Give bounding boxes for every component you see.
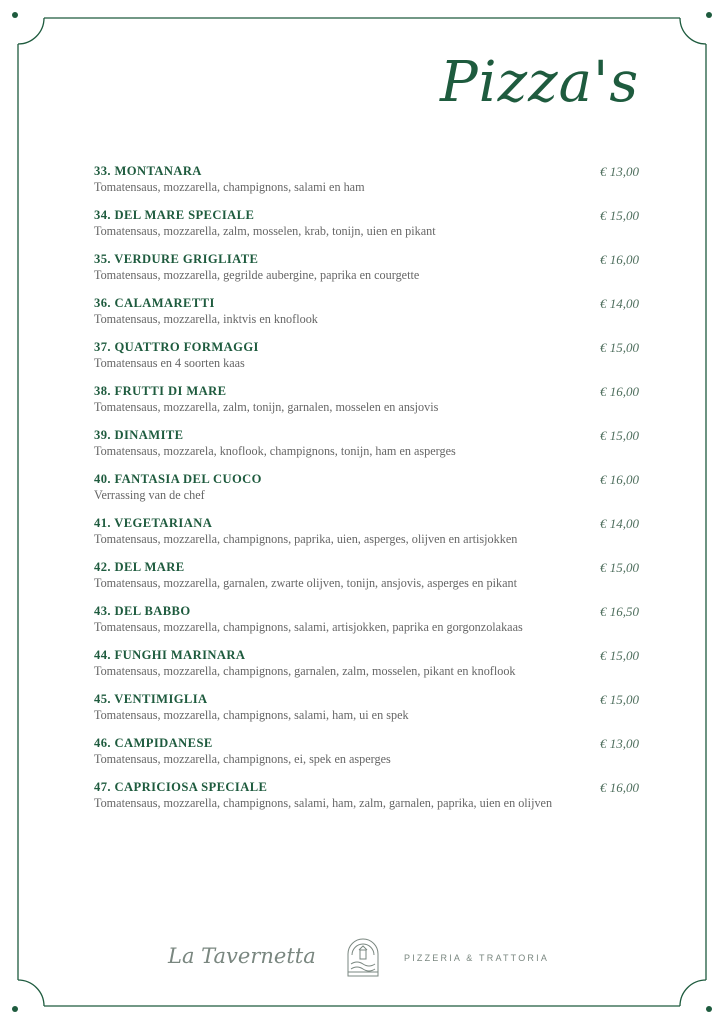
menu-item-name: 39. DINAMITE — [94, 428, 184, 442]
trattoria-logo-icon — [345, 934, 381, 980]
menu-item-name: 36. CALAMARETTI — [94, 296, 215, 310]
menu-item-description: Tomatensaus en 4 soorten kaas — [94, 356, 245, 370]
menu-item-price: € 14,00 — [600, 516, 639, 531]
menu-item-name: 46. CAMPIDANESE — [94, 736, 213, 750]
menu-item — [94, 428, 639, 459]
menu-item — [94, 560, 639, 591]
menu-item-price: € 15,00 — [600, 648, 639, 663]
menu-item-name: 44. FUNGHI MARINARA — [94, 648, 246, 662]
menu-item-description: Verrassing van de chef — [94, 488, 205, 502]
menu-item-price: € 15,00 — [600, 208, 639, 223]
menu-item-name: 40. FANTASIA DEL CUOCO — [94, 472, 262, 486]
page-title: Pizza's — [440, 50, 640, 115]
menu-item-price: € 15,00 — [600, 560, 639, 575]
menu-item-description: Tomatensaus, mozzarella, champignons, salami, artisjokken, paprika en gorgonzolakaas — [94, 620, 523, 634]
menu-item-price: € 16,00 — [600, 384, 639, 399]
menu-item-name: 37. QUATTRO FORMAGGI — [94, 340, 259, 354]
menu-item — [94, 780, 639, 811]
menu-item-description: Tomatensaus, mozzarella, garnalen, zwarte olijven, tonijn, ansjovis, asperges en pikant — [94, 576, 517, 590]
menu-item-price: € 13,00 — [600, 736, 639, 751]
menu-item-name: 41. VEGETARIANA — [94, 516, 213, 530]
menu-item-description: Tomatensaus, mozzarella, champignons, salami en ham — [94, 180, 365, 194]
menu-item-name: 43. DEL BABBO — [94, 604, 191, 618]
menu-item-description: Tomatensaus, mozzarella, zalm, mosselen, krab, tonijn, uien en pikant — [94, 224, 436, 238]
menu-item — [94, 648, 639, 679]
brand-tagline: PIZZERIA & TRATTORIA — [404, 953, 550, 963]
menu-item — [94, 384, 639, 415]
menu-item-description: Tomatensaus, mozzarella, champignons, salami, ham, ui en spek — [94, 708, 409, 722]
menu-item-description: Tomatensaus, mozzarella, gegrilde aubergine, paprika en courgette — [94, 268, 420, 282]
menu-item-name: 47. CAPRICIOSA SPECIALE — [94, 780, 268, 794]
menu-item-name: 35. VERDURE GRIGLIATE — [94, 252, 259, 266]
menu-item-price: € 13,00 — [600, 164, 639, 179]
menu-item-name: 33. MONTANARA — [94, 164, 202, 178]
menu-item — [94, 604, 639, 635]
menu-item-name: 42. DEL MARE — [94, 560, 185, 574]
menu-item-name: 45. VENTIMIGLIA — [94, 692, 208, 706]
menu-item — [94, 692, 639, 723]
menu-item-description: Tomatensaus, mozzarella, champignons, salami, ham, zalm, garnalen, paprika, uien en olijven — [94, 796, 553, 810]
menu-item-price: € 16,00 — [600, 252, 639, 267]
menu-item-price: € 16,00 — [600, 780, 639, 795]
menu-item-price: € 14,00 — [600, 296, 639, 311]
menu-item-price: € 15,00 — [600, 340, 639, 355]
menu-item — [94, 296, 639, 327]
menu-item-description: Tomatensaus, mozzarella, inktvis en knoflook — [94, 312, 318, 326]
menu-item-price: € 15,00 — [600, 692, 639, 707]
menu-item — [94, 340, 639, 371]
menu-item-name: 38. FRUTTI DI MARE — [94, 384, 227, 398]
menu-item-description: Tomatensaus, mozzarella, champignons, ei, spek en asperges — [94, 752, 391, 766]
menu-item-price: € 16,00 — [600, 472, 639, 487]
menu-item — [94, 472, 639, 503]
menu-item-description: Tomatensaus, mozzarella, zalm, tonijn, garnalen, mosselen en ansjovis — [94, 400, 439, 414]
menu-item — [94, 164, 639, 195]
menu-item — [94, 252, 639, 283]
menu-item-description: Tomatensaus, mozzarella, champignons, paprika, uien, asperges, olijven en artisjokken — [94, 532, 518, 546]
menu-item-description: Tomatensaus, mozzarella, champignons, garnalen, zalm, mosselen, pikant en knoflook — [94, 664, 516, 678]
menu-item — [94, 208, 639, 239]
menu-item-description: Tomatensaus, mozzarela, knoflook, champignons, tonijn, ham en asperges — [94, 444, 456, 458]
menu-item-price: € 16,50 — [600, 604, 639, 619]
menu-item — [94, 516, 639, 547]
pizza-menu-list — [94, 164, 639, 824]
menu-item-name: 34. DEL MARE SPECIALE — [94, 208, 255, 222]
menu-item-price: € 15,00 — [600, 428, 639, 443]
menu-item — [94, 736, 639, 767]
brand-name: La Tavernetta — [168, 944, 316, 968]
